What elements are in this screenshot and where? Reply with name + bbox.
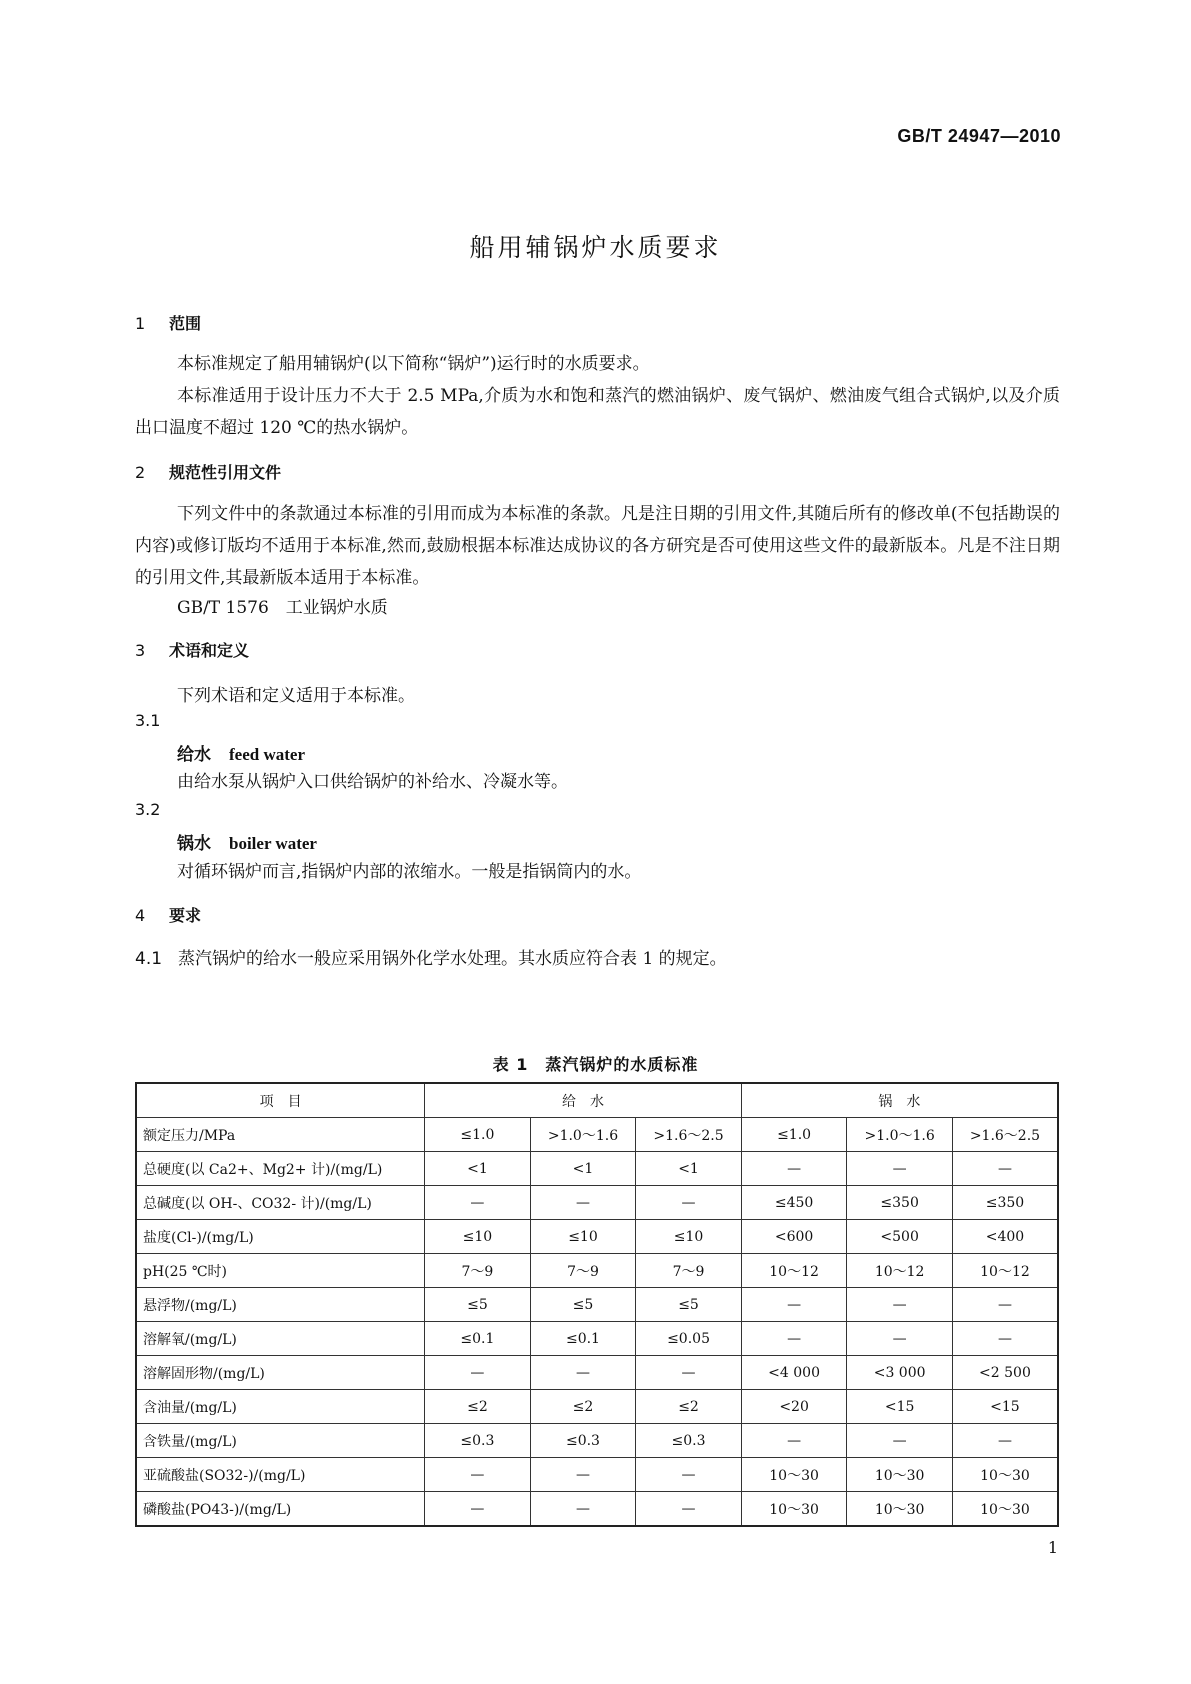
row-value: — <box>425 1458 531 1492</box>
row-value: <1 <box>425 1152 531 1186</box>
table-row <box>136 1220 1058 1254</box>
row-value: 10～12 <box>952 1254 1058 1288</box>
term-3-2-definition: 对循环锅炉而言,指锅炉内部的浓缩水。一般是指锅筒内的水。 <box>177 862 642 882</box>
row-value: <500 <box>847 1220 953 1254</box>
row-value: ≤1.0 <box>425 1118 531 1152</box>
row-item-label: 溶解固形物/(mg/L) <box>136 1356 425 1390</box>
row-value: — <box>530 1356 636 1390</box>
row-value: 7～9 <box>530 1254 636 1288</box>
row-item-label: 总碱度(以 OH-、CO32- 计)/(mg/L) <box>136 1186 425 1220</box>
row-value: — <box>952 1424 1058 1458</box>
row-value: <4 000 <box>741 1356 847 1390</box>
row-value: <1 <box>530 1152 636 1186</box>
term-3-2-chinese: 锅水 <box>177 834 211 854</box>
term-3-1-definition: 由给水泵从锅炉入口供给锅炉的补给水、冷凝水等。 <box>177 772 568 792</box>
term-3-1 <box>177 740 305 765</box>
section-2-paragraph: 下列文件中的条款通过本标准的引用而成为本标准的条款。凡是注日期的引用文件,其随后所有的修改单(不包括勘误的内容)或修订版均不适用于本标准,然而,鼓励根据本标准达成协议的各方研究是否可使用这些文件的最新版本。凡是不注日期的引用文件,其最新版本适用于本标准。 <box>135 504 1060 588</box>
term-3-2 <box>177 829 317 854</box>
clause-4-1-number: 4.1 <box>135 949 163 969</box>
row-item-label: pH(25 ℃时) <box>136 1254 425 1288</box>
row-value: ≤5 <box>636 1288 742 1322</box>
row-value: <1 <box>636 1152 742 1186</box>
row-value: ≤2 <box>636 1390 742 1424</box>
row-value: ≤0.1 <box>530 1322 636 1356</box>
row-item-label: 盐度(Cl-)/(mg/L) <box>136 1220 425 1254</box>
row-value: >1.0～1.6 <box>847 1118 953 1152</box>
row-value: ≤10 <box>530 1220 636 1254</box>
row-value: ≤450 <box>741 1186 847 1220</box>
row-value: >1.6～2.5 <box>636 1118 742 1152</box>
term-3-1-number: 3.1 <box>135 711 161 730</box>
table-row <box>136 1424 1058 1458</box>
table-header-row <box>136 1083 1058 1118</box>
row-value: 7～9 <box>636 1254 742 1288</box>
row-value: <15 <box>952 1390 1058 1424</box>
section-1-heading <box>135 311 201 334</box>
row-value: — <box>741 1152 847 1186</box>
row-value: ≤350 <box>847 1186 953 1220</box>
row-item-label: 含铁量/(mg/L) <box>136 1424 425 1458</box>
table-row <box>136 1118 1058 1152</box>
row-value: — <box>952 1288 1058 1322</box>
row-value: <3 000 <box>847 1356 953 1390</box>
header-item: 项 目 <box>136 1083 425 1118</box>
row-value: — <box>847 1152 953 1186</box>
row-value: >1.0～1.6 <box>530 1118 636 1152</box>
row-item-label: 溶解氧/(mg/L) <box>136 1322 425 1356</box>
section-1-paragraph-2: 本标准适用于设计压力不大于 2.5 MPa,介质为水和饱和蒸汽的燃油锅炉、废气锅炉、燃油废气组合式锅炉,以及介质出口温度不超过 120 ℃的热水锅炉。 <box>135 386 1060 438</box>
row-value: — <box>425 1186 531 1220</box>
row-value: ≤2 <box>530 1390 636 1424</box>
term-3-1-english: feed water <box>229 745 305 764</box>
row-value: ≤350 <box>952 1186 1058 1220</box>
page-number: 1 <box>1047 1538 1058 1557</box>
row-value: — <box>636 1492 742 1527</box>
row-value: 10～12 <box>847 1254 953 1288</box>
row-value: — <box>425 1356 531 1390</box>
term-3-2-english: boiler water <box>229 834 317 853</box>
row-value: 10～30 <box>741 1458 847 1492</box>
table-row <box>136 1186 1058 1220</box>
section-4-number: 4 <box>135 906 146 925</box>
row-value: — <box>847 1288 953 1322</box>
row-value: ≤10 <box>425 1220 531 1254</box>
row-value: ≤0.05 <box>636 1322 742 1356</box>
row-value: ≤5 <box>530 1288 636 1322</box>
row-value: ≤0.3 <box>425 1424 531 1458</box>
term-3-1-chinese: 给水 <box>177 745 211 765</box>
table-row <box>136 1152 1058 1186</box>
standard-code: GB/T 24947—2010 <box>897 126 1061 146</box>
section-2-number: 2 <box>135 463 146 482</box>
section-2-heading <box>135 460 281 483</box>
row-value: — <box>425 1492 531 1527</box>
row-value: <15 <box>847 1390 953 1424</box>
row-value: 10～30 <box>847 1492 953 1527</box>
row-value: ≤0.1 <box>425 1322 531 1356</box>
water-quality-table <box>135 1082 1059 1527</box>
row-value: — <box>741 1424 847 1458</box>
section-3-title: 术语和定义 <box>169 641 250 660</box>
row-item-label: 含油量/(mg/L) <box>136 1390 425 1424</box>
row-value: >1.6～2.5 <box>952 1118 1058 1152</box>
clause-4-1-text: 蒸汽锅炉的给水一般应采用锅外化学水处理。其水质应符合表 1 的规定。 <box>178 949 727 969</box>
row-value: 7～9 <box>425 1254 531 1288</box>
row-value: <600 <box>741 1220 847 1254</box>
row-item-label: 磷酸盐(PO43-)/(mg/L) <box>136 1492 425 1527</box>
row-value: — <box>741 1322 847 1356</box>
row-value: — <box>530 1458 636 1492</box>
row-value: <20 <box>741 1390 847 1424</box>
row-value: — <box>952 1322 1058 1356</box>
term-3-2-number: 3.2 <box>135 800 161 819</box>
row-value: — <box>636 1186 742 1220</box>
table-row <box>136 1356 1058 1390</box>
row-value: — <box>741 1288 847 1322</box>
table-row <box>136 1492 1058 1527</box>
row-value: 10～30 <box>952 1492 1058 1527</box>
section-3-paragraph: 下列术语和定义适用于本标准。 <box>177 686 415 706</box>
table-row <box>136 1458 1058 1492</box>
row-value: — <box>530 1492 636 1527</box>
section-3-number: 3 <box>135 641 146 660</box>
row-value: — <box>847 1424 953 1458</box>
row-item-label: 额定压力/MPa <box>136 1118 425 1152</box>
row-value: <2 500 <box>952 1356 1058 1390</box>
row-value: ≤10 <box>636 1220 742 1254</box>
normative-reference: GB/T 1576 工业锅炉水质 <box>177 598 388 618</box>
row-value: ≤1.0 <box>741 1118 847 1152</box>
row-item-label: 悬浮物/(mg/L) <box>136 1288 425 1322</box>
section-1-paragraph-1: 本标准规定了船用辅锅炉(以下简称“锅炉”)运行时的水质要求。 <box>177 354 650 374</box>
clause-4-1 <box>135 944 727 969</box>
row-value: 10～30 <box>847 1458 953 1492</box>
section-2-title: 规范性引用文件 <box>169 463 282 482</box>
row-value: — <box>636 1356 742 1390</box>
row-value: ≤0.3 <box>530 1424 636 1458</box>
row-value: 10～30 <box>741 1492 847 1527</box>
row-value: ≤5 <box>425 1288 531 1322</box>
row-value: <400 <box>952 1220 1058 1254</box>
row-value: — <box>847 1322 953 1356</box>
section-4-title: 要求 <box>169 906 202 925</box>
row-item-label: 总硬度(以 Ca2+、Mg2+ 计)/(mg/L) <box>136 1152 425 1186</box>
header-boiler-water: 锅 水 <box>741 1083 1058 1118</box>
table-row <box>136 1322 1058 1356</box>
row-item-label: 亚硫酸盐(SO32-)/(mg/L) <box>136 1458 425 1492</box>
table-body <box>136 1118 1058 1527</box>
section-1-title: 范围 <box>169 314 202 333</box>
row-value: ≤2 <box>425 1390 531 1424</box>
row-value: 10～30 <box>952 1458 1058 1492</box>
row-value: 10～12 <box>741 1254 847 1288</box>
section-1-number: 1 <box>135 314 146 333</box>
table-1-title: 表 1 蒸汽锅炉的水质标准 <box>492 1055 699 1074</box>
table-row <box>136 1254 1058 1288</box>
row-value: ≤0.3 <box>636 1424 742 1458</box>
header-feed-water: 给 水 <box>425 1083 742 1118</box>
row-value: — <box>952 1152 1058 1186</box>
row-value: — <box>530 1186 636 1220</box>
section-4-heading <box>135 903 201 926</box>
section-3-heading <box>135 638 249 661</box>
document-title: 船用辅锅炉水质要求 <box>469 233 722 262</box>
row-value: — <box>636 1458 742 1492</box>
table-row <box>136 1288 1058 1322</box>
table-row <box>136 1390 1058 1424</box>
